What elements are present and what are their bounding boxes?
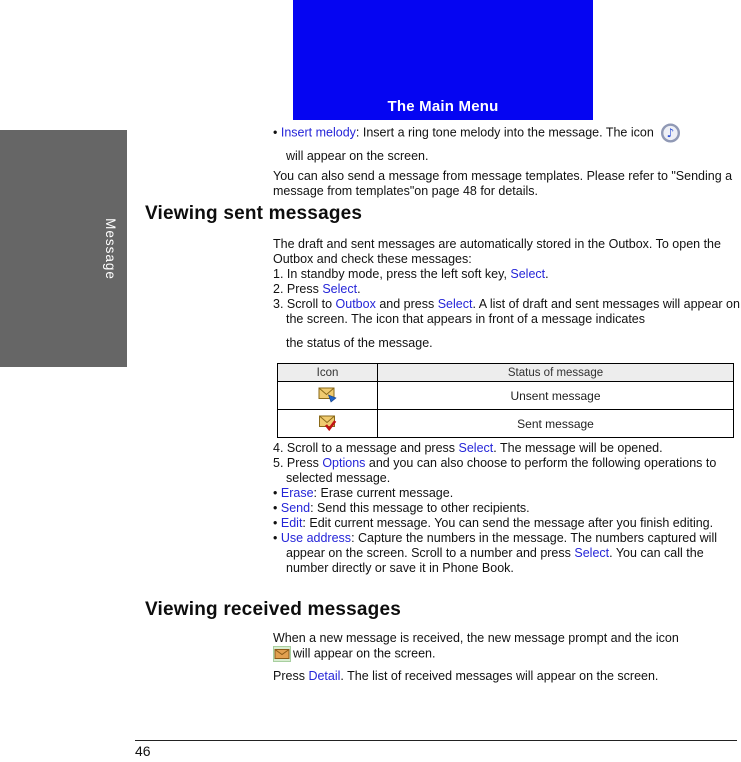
message-status-table [277, 363, 734, 438]
options-section [273, 441, 741, 576]
insert-melody-line1 [273, 123, 741, 143]
step-1 [273, 267, 741, 282]
page-number: 46 [135, 743, 151, 759]
unsent-message-icon-cell [278, 382, 378, 410]
sent-intro-paragraph: The draft and sent messages are automatically stored in the Outbox. To open the Outbox and check these messages: [273, 237, 721, 266]
step-4-text: 4. Scroll to a message and press [273, 441, 459, 455]
step-5 [273, 456, 741, 486]
colon: : [355, 125, 363, 140]
table-header-row [278, 364, 734, 382]
bullet-marker: • [273, 516, 278, 530]
heading-viewing-sent-messages: Viewing sent messages [145, 203, 363, 224]
bullet-marker: • [273, 501, 278, 515]
step-4 [273, 441, 741, 456]
select-link[interactable]: Select [510, 267, 546, 281]
options-link[interactable]: Options [322, 456, 366, 470]
edit-link[interactable]: Edit [280, 516, 303, 530]
step-1-text: 1. In standby mode, press the left soft key, [273, 267, 511, 281]
step-5-text: 5. Press [273, 456, 323, 470]
svg-text:♪: ♪ [666, 126, 675, 140]
use-address-desc-rest: . You can call the number directly or save it in Phone Book. [286, 546, 704, 575]
unsent-message-icon [318, 386, 338, 403]
erase-desc: Erase current message. [320, 486, 454, 500]
status-cell: Unsent message [378, 382, 734, 410]
colon: : [310, 501, 318, 515]
column-header-status: Status of message [378, 364, 734, 382]
use-address-link[interactable]: Use address [280, 531, 352, 545]
received-messages-section [273, 631, 741, 684]
received-line2-text: will appear on the screen. [293, 646, 436, 661]
bullet-marker: • [273, 125, 278, 140]
chapter-title: The Main Menu [387, 98, 499, 115]
insert-melody-line2: will appear on the screen. [286, 149, 429, 163]
column-header-icon: Icon [278, 364, 378, 382]
edit-bullet [273, 516, 741, 531]
detail-link[interactable]: Detail [308, 669, 341, 683]
insert-melody-bullet [273, 123, 741, 164]
step-3-rest-text: . A list of draft and sent messages will appear on the screen. The icon that appears in front of a message indicates [286, 297, 740, 326]
select-link[interactable]: Select [458, 441, 494, 455]
heading-viewing-received-messages: Viewing received messages [145, 599, 402, 620]
table-row [278, 410, 734, 438]
templates-paragraph: You can also send a message from message templates. Please refer to "Sending a message from templates"on page 48 for details. [273, 169, 733, 198]
step-4-rest-text: . The message will be opened. [493, 441, 663, 455]
new-message-icon [273, 646, 291, 662]
status-cell: Sent message [378, 410, 734, 438]
step-2-text: 2. Press [273, 282, 323, 296]
received-line2 [273, 646, 741, 662]
send-link[interactable]: Send [280, 501, 311, 515]
colon: : [302, 516, 310, 530]
insert-melody-link[interactable]: Insert melody [280, 125, 356, 140]
sent-message-icon [318, 414, 338, 431]
bullet-marker: • [273, 531, 278, 545]
select-link[interactable]: Select [437, 297, 473, 311]
use-address-bullet [273, 531, 741, 576]
use-address-desc: Capture the numbers in the message. The numbers captured will appear on the screen. Scroll to a number and press [286, 531, 717, 560]
melody-icon [660, 123, 681, 143]
press-rest-text: . The list of received messages will appear on the screen. [340, 669, 659, 683]
edit-desc: Edit current message. You can send the message after you finish editing. [309, 516, 714, 530]
colon: : [313, 486, 321, 500]
step-3-mid-text: and press [375, 297, 438, 311]
step-1-period: . [545, 267, 549, 281]
step-5-rest-text: and you can also choose to perform the following operations to selected message. [286, 456, 717, 485]
sidebar-tab-message [0, 130, 127, 367]
press-detail-line [273, 669, 741, 684]
outbox-link[interactable]: Outbox [335, 297, 376, 311]
table-row [278, 382, 734, 410]
step-3 [273, 297, 741, 327]
colon: : [351, 531, 359, 545]
step-2-period: . [357, 282, 361, 296]
send-bullet [273, 501, 741, 516]
send-desc: Send this message to other recipients. [317, 501, 530, 515]
step-2 [273, 282, 741, 297]
step-3-tail: the status of the message. [286, 336, 433, 350]
sent-messages-steps [273, 237, 741, 351]
footer-rule [135, 740, 737, 741]
bullet-marker: • [273, 486, 278, 500]
insert-melody-text: Insert a ring tone melody into the message. The icon [362, 125, 654, 140]
step-3-text: 3. Scroll to [273, 297, 336, 311]
received-line1: When a new message is received, the new message prompt and the icon [273, 631, 679, 645]
sent-message-icon-cell [278, 410, 378, 438]
erase-link[interactable]: Erase [280, 486, 314, 500]
erase-bullet [273, 486, 741, 501]
select-link[interactable]: Select [322, 282, 358, 296]
sidebar-tab-label: Message [103, 217, 118, 280]
press-text: Press [273, 669, 309, 683]
select-link[interactable]: Select [574, 546, 610, 560]
chapter-header-box [293, 0, 593, 120]
